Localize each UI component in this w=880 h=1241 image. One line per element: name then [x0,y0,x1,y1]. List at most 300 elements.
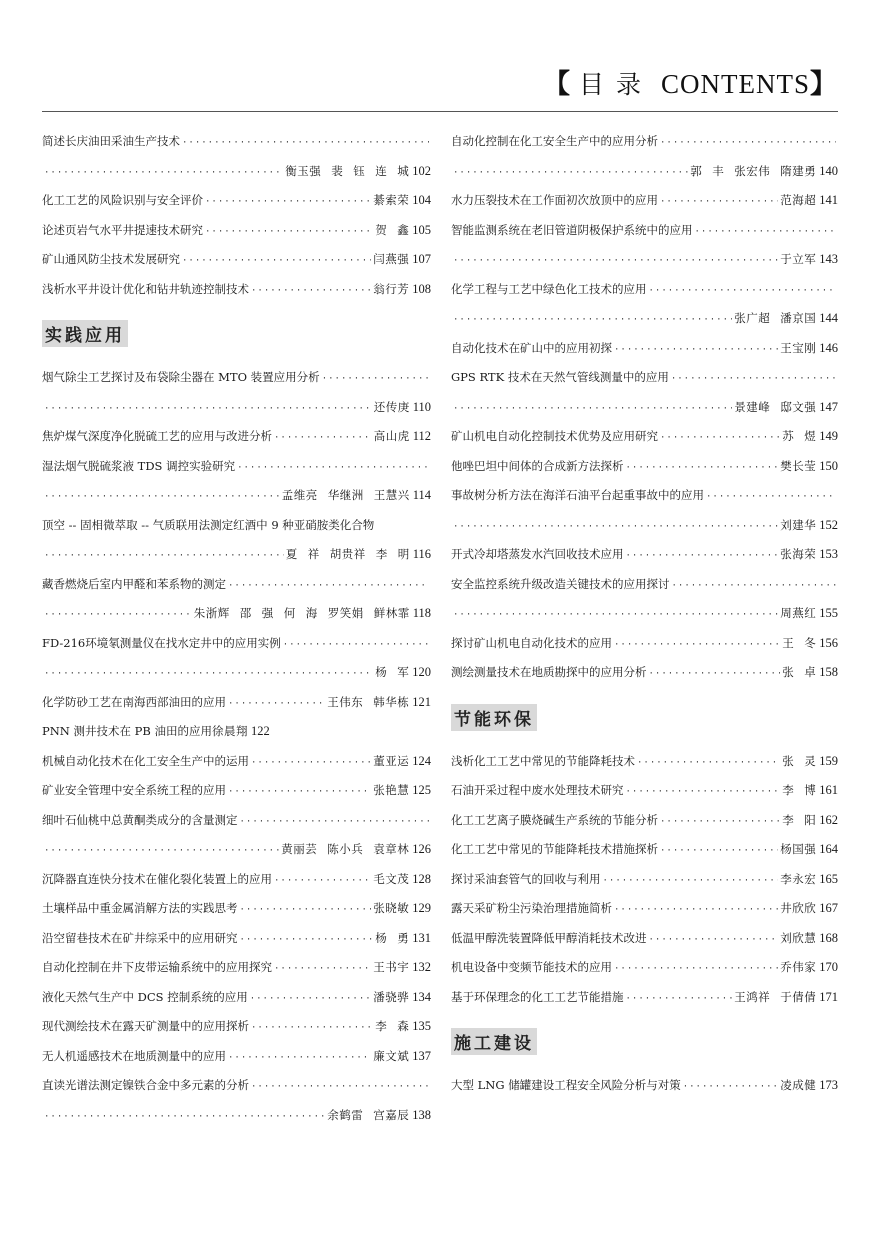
author-name: 毛文茂 [373,871,410,886]
toc-entry-page-number: 132 [412,960,431,974]
toc-entry[interactable] [42,245,431,275]
toc-entry-page-number: 126 [412,842,431,856]
author-name: 于立军 [780,252,817,266]
toc-entry[interactable] [42,157,431,187]
toc-entry-authors [734,304,816,334]
toc-entry-authors [282,481,410,511]
toc-entry[interactable] [42,1042,431,1072]
author-name: 张海荣 [780,547,817,561]
author-name: 樊长莹 [780,458,817,473]
toc-entry-title: 自动化控制在井下皮带运输系统中的应用探究 [42,960,272,974]
toc-entry-page-number: 141 [819,193,838,207]
toc-entry[interactable] [42,953,431,983]
toc-entry-title: 事故树分析方法在海洋石油平台起重事故中的应用 [451,488,704,502]
author-name: 博 [804,783,817,797]
author-name: 军 [397,665,410,679]
author-name: 连 [375,163,388,178]
toc-entry[interactable] [42,422,431,452]
dot-leader [228,1044,371,1072]
toc-entry-page-number: 108 [412,281,431,296]
toc-entry[interactable] [451,186,838,216]
toc-entry-page-number: 138 [412,1107,431,1122]
dot-leader [283,631,429,659]
dot-leader [182,129,429,157]
dot-leader [626,542,779,570]
author-name: 潘骁骅 [373,989,410,1004]
toc-entry[interactable] [451,599,838,629]
toc-entry-title: 沿空留巷技术在矿井综采中的应用研究 [42,930,238,945]
toc-entry-authors [780,924,816,954]
dot-leader [44,660,373,688]
author-name: 阳 [804,812,817,827]
toc-entry[interactable] [42,540,431,570]
toc-entry-authors [281,835,409,865]
dot-leader [228,690,325,718]
toc-entry-authors [780,245,816,275]
author-name: 井欣欣 [780,901,817,915]
toc-entry-title: 他唑巴坦中间体的合成新方法探析 [451,458,624,473]
toc-entry-authors [782,776,816,806]
toc-entry-authors [780,599,816,629]
toc-entry-page-number: 150 [819,458,838,473]
toc-entry-page-number: 114 [412,488,431,502]
toc-entry-page-number: 152 [819,517,838,532]
toc-entry-title: 测绘测量技术在地质勘探中的应用分析 [451,665,647,679]
toc-entry[interactable] [42,1101,431,1131]
dot-leader [274,955,371,983]
dot-leader [44,159,283,187]
toc-entry-authors [373,275,409,305]
author-name: 钰 [353,163,366,178]
toc-entry-title: PNN 测井技术在 PB 油田的应用 [42,724,213,738]
author-name: 刘建华 [780,517,817,532]
toc-entry[interactable] [451,658,838,688]
author-name: 张 [782,665,795,679]
dot-leader [683,1073,779,1101]
header-english-title: CONTENTS [661,69,810,99]
author-name: 刘欣慧 [780,930,817,945]
toc-entry[interactable] [42,393,431,423]
toc-entry-title: 直读光谱法测定镍铁合金中多元素的分析 [42,1078,249,1092]
toc-entry-authors [373,1042,409,1072]
dot-leader [251,1014,373,1042]
author-name: 贺 [375,222,388,237]
toc-entry-authors [782,629,816,659]
toc-entry[interactable] [42,717,431,747]
toc-entry-authors [373,983,409,1013]
dot-leader [626,985,733,1013]
author-name: 韩华栋 [373,694,410,709]
toc-entry-page-number: 149 [819,429,838,443]
toc-entry[interactable] [451,629,838,659]
toc-entry[interactable] [451,983,838,1013]
toc-entry-title: 机电设备中变频节能技术的应用 [451,960,612,974]
left-column [42,127,431,1130]
toc-entry[interactable] [42,806,431,836]
dot-leader [660,808,780,836]
toc-entry-page-number: 153 [819,547,838,561]
toc-entry-title: 化工工艺中常见的节能降耗技术措施探析 [451,842,658,856]
dot-leader [228,572,429,600]
toc-entry-authors [194,599,410,629]
toc-entry[interactable] [451,835,838,865]
toc-entry-authors [286,540,410,570]
dot-leader [660,129,836,157]
author-name: 王鸿祥 [734,989,771,1004]
toc-entry-authors [780,1071,816,1101]
toc-entry-authors [780,540,816,570]
toc-entry-title: 浅析水平井设计优化和钻井轨迹控制技术 [42,281,249,296]
toc-entry-page-number: 105 [412,222,431,237]
toc-entry[interactable] [451,511,838,541]
toc-entry-authors [780,511,816,541]
toc-entry-page-number: 159 [819,753,838,768]
author-name: 高山虎 [373,429,410,443]
dot-leader [240,896,372,924]
toc-entry-title: 论述页岩气水平井提速技术研究 [42,222,203,237]
author-name: 袁章林 [373,842,410,856]
author-name: 闫燕强 [373,252,410,266]
dot-leader [660,837,778,865]
toc-entry[interactable] [451,245,838,275]
author-name: 鑫 [397,222,410,237]
toc-entry[interactable] [42,924,431,954]
toc-entry-title: 简述长庆油田采油生产技术 [42,134,180,148]
toc-entry-page-number: 110 [412,399,431,414]
dot-leader [44,542,284,570]
section-heading-label: 施工建设 [451,1028,537,1055]
toc-entry-authors [782,422,816,452]
author-name: 张艳慧 [373,783,410,797]
toc-entry-title: FD-216环境氡测量仪在找水定井中的应用实例 [42,635,281,650]
author-name: 还传庚 [373,399,410,414]
toc-entry[interactable] [451,1071,838,1101]
dot-leader [182,247,371,275]
toc-entry[interactable] [451,422,838,452]
author-name: 丰 [712,163,725,178]
author-name: 王 [782,635,795,650]
toc-entry-page-number: 107 [412,252,431,266]
toc-entry-title: 基于环保理念的化工工艺节能措施 [451,989,624,1004]
toc-entry-page-number: 164 [819,842,838,856]
toc-entry-page-number: 140 [819,163,838,178]
toc-entry-title: 矿山机电自动化控制技术优势及应用研究 [451,429,658,443]
section-heading-label: 实践应用 [42,320,128,347]
author-name: 王慧兴 [373,488,410,502]
author-name: 郭 [690,163,703,178]
author-name: 张 [782,753,795,768]
author-name: 孟维亮 [281,488,318,502]
author-name: 衡玉强 [285,163,322,178]
toc-entry[interactable] [42,983,431,1013]
toc-entry-authors [734,393,816,423]
dot-leader [237,454,429,482]
dot-leader [453,513,778,541]
author-name: 李 [375,1019,388,1033]
toc-entry-title: 露天采矿粉尘污染治理措施简析 [451,901,612,915]
toc-entry-page-number: 143 [819,252,838,266]
toc-entry-title: 无人机遥感技术在地质测量中的应用 [42,1048,226,1063]
dot-leader [44,395,372,423]
toc-entry-page-number: 102 [412,163,431,178]
author-name: 李 [782,783,795,797]
toc-entry[interactable] [42,1071,431,1101]
toc-entry[interactable] [42,658,431,688]
author-name: 何 [283,606,296,620]
dot-leader [671,365,836,393]
toc-entry[interactable] [451,157,838,187]
dot-leader [660,188,778,216]
toc-entry-authors [780,186,816,216]
author-name: 景建峰 [734,399,771,414]
toc-entry[interactable] [451,924,838,954]
dot-leader [205,188,371,216]
toc-entry[interactable] [42,275,431,305]
author-name: 余鹤雷 [327,1107,364,1122]
toc-entry-authors [375,924,409,954]
author-name: 黄丽芸 [281,842,318,856]
toc-entry-page-number: 173 [819,1078,838,1092]
dot-leader [649,277,837,305]
dot-leader [44,1103,325,1131]
toc-entry[interactable] [451,806,838,836]
toc-entry[interactable] [451,481,838,511]
toc-entry-title: 土壤样品中重金属消解方法的实践思考 [42,901,238,915]
author-name: 周燕红 [780,606,817,620]
dot-leader [240,808,430,836]
author-name: 廉文斌 [373,1048,410,1063]
author-name: 邸文强 [780,399,817,414]
dot-leader [626,454,779,482]
section-heading [451,688,838,747]
toc-entry-authors [373,953,409,983]
toc-entry-page-number: 168 [819,930,838,945]
author-name: 华继洲 [327,488,364,502]
toc-entry-title: 藏香燃烧后室内甲醛和苯系物的测定 [42,576,226,591]
toc-entry-authors [327,1101,409,1131]
author-name: 陈小兵 [327,842,364,856]
author-name: 卓 [804,665,817,679]
toc-entry[interactable] [42,747,431,777]
dot-leader [695,218,837,246]
toc-entry[interactable] [451,865,838,895]
dot-leader [44,483,280,511]
header-rule [42,111,838,112]
toc-entry[interactable] [42,599,431,629]
dot-leader [637,749,780,777]
toc-entry-title: 安全监控系统升级改造关键技术的应用探讨 [451,576,670,591]
toc-entry-authors [690,157,816,187]
toc-entry-page-number: 125 [412,783,431,797]
toc-entry[interactable] [42,570,431,600]
author-name: 城 [397,163,410,178]
toc-entry-page-number: 158 [819,665,838,679]
toc-entry[interactable] [451,894,838,924]
toc-entry-page-number: 167 [819,901,838,915]
toc-entry[interactable] [42,629,431,659]
header-open-bracket: 【 [542,69,571,99]
toc-entry-page-number: 155 [819,606,838,620]
author-name: 张宏伟 [734,163,771,178]
toc-entry-title: 开式冷却塔蒸发水汽回收技术应用 [451,547,624,561]
author-name: 鲜林霏 [373,606,410,620]
toc-entry-authors [373,245,409,275]
author-name: 王宝刚 [780,340,817,355]
author-name: 罗笑娟 [327,606,364,620]
author-name: 潘京国 [780,311,817,325]
toc-entry-authors [734,983,816,1013]
toc-entry-authors [375,658,409,688]
toc-entry-title: 烟气除尘工艺探讨及布袋除尘器在 MTO 装置应用分析 [42,370,320,384]
toc-entry-page-number: 129 [412,901,431,915]
toc-entry-page-number: 131 [412,930,431,945]
dot-leader [660,424,780,452]
toc-entry-title: 机械自动化技术在化工安全生产中的运用 [42,753,249,768]
toc-entry-title: 自动化技术在矿山中的应用初探 [451,340,612,355]
dot-leader [649,926,779,954]
toc-entry[interactable] [42,894,431,924]
dot-leader [322,365,429,393]
toc-entry[interactable] [42,1012,431,1042]
toc-entry[interactable] [42,865,431,895]
author-name: 冬 [804,635,817,650]
toc-entry-title: 自动化控制在化工安全生产中的应用分析 [451,134,658,148]
author-name: 朱浙辉 [193,606,230,620]
author-name: 王书宇 [373,960,410,974]
right-column [451,127,838,1101]
toc-entry[interactable] [42,127,431,157]
author-name: 杨国强 [780,842,817,856]
author-name: 李 [375,547,388,561]
toc-entry[interactable] [451,216,838,246]
dot-leader [649,660,781,688]
toc-entry[interactable] [42,688,431,718]
dot-leader [44,601,192,629]
dot-leader [453,601,778,629]
toc-entry[interactable] [42,776,431,806]
dot-leader [250,985,372,1013]
author-name: 乔伟家 [780,960,817,974]
dot-leader [672,572,837,600]
toc-entry-title: 顶空 -- 固相微萃取 -- 气质联用法测定红酒中 9 种亚硝胺类化合物 [42,517,375,532]
toc-entry[interactable] [451,275,838,305]
dot-leader [614,336,778,364]
toc-entry-title: 智能监测系统在老旧管道阴极保护系统中的应用 [451,222,693,237]
toc-entry-page-number: 116 [412,547,431,561]
toc-entry-authors [780,334,816,364]
dot-leader [603,867,779,895]
toc-entry-page-number: 170 [819,960,838,974]
toc-entry-title: 化学工程与工艺中绿色化工技术的应用 [451,281,647,296]
toc-entry-authors [373,865,409,895]
toc-entry[interactable] [42,481,431,511]
author-name: 夏 [285,547,298,561]
toc-entry[interactable] [42,835,431,865]
author-name: 綦索荣 [373,193,410,207]
author-name: 宫嘉辰 [373,1107,410,1122]
toc-entry[interactable] [42,363,431,393]
toc-entry-page-number: 137 [412,1048,431,1063]
header-close-bracket: 】 [810,69,838,99]
toc-entry-authors [782,747,816,777]
toc-entry-title: 湿法烟气脱硫浆液 TDS 调控实验研究 [42,458,236,473]
author-name: 胡贵祥 [329,547,366,561]
toc-entry-page-number: 121 [412,694,431,709]
toc-entry-page-number: 147 [819,399,838,414]
author-name: 勇 [397,930,410,945]
toc-entry-title: 石油开采过程中废水处理技术研究 [451,783,624,797]
dot-leader [453,306,732,334]
toc-entry[interactable] [451,570,838,600]
author-name: 李永宏 [780,871,817,886]
author-name: 杨 [375,665,388,679]
dot-leader [453,395,732,423]
author-name: 灵 [804,753,817,768]
dot-leader [614,955,778,983]
toc-entry-authors [373,894,409,924]
dot-leader [44,837,279,865]
toc-entry[interactable] [42,511,431,541]
toc-entry[interactable] [451,452,838,482]
author-name: 森 [397,1019,410,1033]
toc-entry-authors [373,776,409,806]
dot-leader [251,1073,429,1101]
toc-entry[interactable] [42,186,431,216]
toc-entry[interactable] [451,953,838,983]
toc-entry[interactable] [451,363,838,393]
dot-leader [706,483,836,511]
toc-entry-title: 化工工艺的风险识别与安全评价 [42,193,203,207]
toc-entry[interactable] [451,393,838,423]
toc-entry-authors [782,806,816,836]
dot-leader [614,631,780,659]
toc-entry-page-number: 124 [412,753,431,768]
toc-entry[interactable] [451,540,838,570]
toc-entry[interactable] [451,776,838,806]
toc-entry-title: 化工工艺离子膜烧碱生产系统的节能分析 [451,812,658,827]
header-chinese-title: 目录 [578,70,653,99]
toc-entry-authors [374,422,410,452]
toc-entry-title: 沉降器直连快分技术在催化裂化装置上的应用 [42,871,272,886]
author-name: 凌成健 [780,1078,817,1092]
toc-entry[interactable] [42,452,431,482]
toc-entry-authors [780,452,816,482]
author-name: 范海超 [780,193,817,207]
toc-entry-authors [375,1012,409,1042]
author-name: 苏 [782,429,795,443]
toc-entry-page-number: 144 [819,311,838,325]
author-name: 徐晨翔 [212,724,249,738]
toc-entry-authors [780,865,816,895]
author-name: 翁行芳 [373,281,410,296]
dot-leader [251,277,371,305]
dot-leader [251,749,371,777]
toc-entry[interactable] [451,747,838,777]
toc-entry[interactable] [451,304,838,334]
author-name: 明 [397,547,410,561]
toc-entry-title: 细叶石仙桃中总黄酮类成分的含量测定 [42,812,238,827]
toc-entry-title: 探讨矿山机电自动化技术的应用 [451,635,612,650]
author-name: 裴 [331,163,344,178]
toc-entry[interactable] [451,127,838,157]
toc-entry-page-number: 156 [819,635,838,650]
toc-entry-title: 大型 LNG 储罐建设工程安全风险分析与对策 [451,1078,681,1092]
toc-entry-page-number: 135 [412,1019,431,1033]
section-heading [451,1012,838,1071]
toc-entry[interactable] [451,334,838,364]
toc-entry[interactable] [42,216,431,246]
dot-leader [614,896,778,924]
